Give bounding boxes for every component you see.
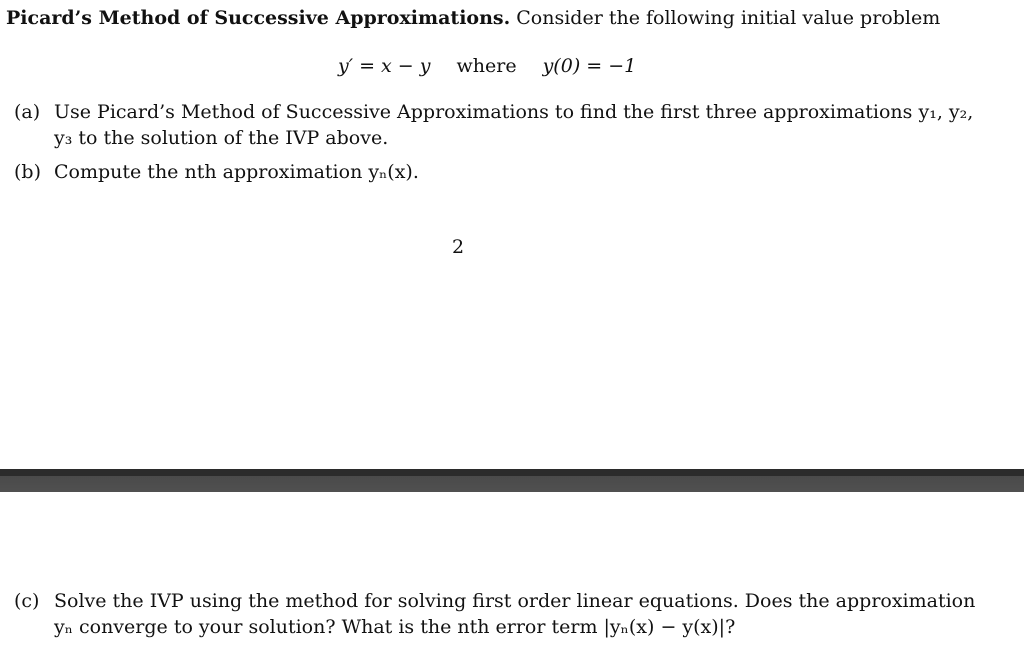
part-b-line-1: Compute the nth approximation yₙ(x). [54,161,419,183]
part-c-line-2: yₙ converge to your solution? What is the nth error term |yₙ(x) − y(x)|? [54,616,736,638]
initial-condition: y(0) = −1 [542,55,637,77]
page-number: 2 [452,236,465,258]
part-a-text [54,99,973,151]
part-a-label: (a) [14,101,41,123]
problem-intro: Consider the following initial value problem [516,7,941,29]
part-a-line-2: y₃ to the solution of the IVP above. [54,127,389,149]
ode-equation: y′ = x − y [338,55,431,77]
part-c-label: (c) [14,590,40,612]
part-c-text [54,588,975,640]
where-word: where [456,55,517,77]
problem-heading [6,4,940,32]
page-divider [0,469,1024,492]
part-c-line-1: Solve the IVP using the method for solving first order linear equations. Does the approximation [54,590,976,612]
problem-title: Picard’s Method of Successive Approximations. [6,7,511,29]
part-b-label: (b) [14,161,41,183]
part-a-line-1: Use Picard’s Method of Successive Approximations to find the first three approximations y₁, y₂, [54,101,974,123]
ivp-equation [338,52,636,80]
part-b-text [54,159,419,185]
